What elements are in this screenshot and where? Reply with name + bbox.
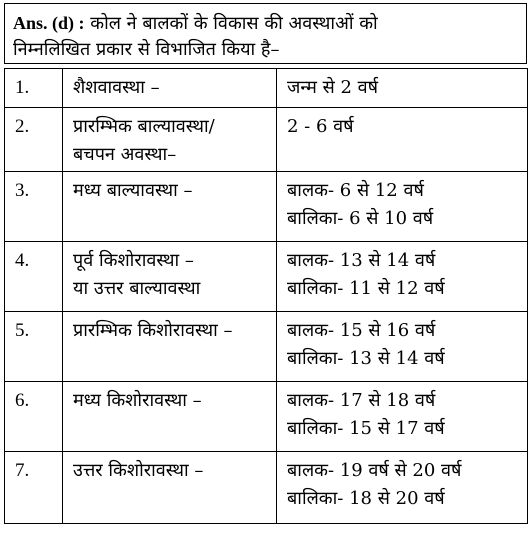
age-cell (277, 382, 528, 452)
table-row (5, 312, 528, 382)
age-range-boys: बालक- 15 से 16 वर्ष (287, 320, 436, 341)
stage-cell (63, 312, 277, 382)
stage-cell (63, 452, 277, 524)
stage-name: प्रारम्भिक किशोरावस्था – (73, 320, 233, 341)
table-row (5, 242, 528, 312)
age-range-girls: बालिका- 11 से 12 वर्ष (287, 278, 445, 299)
age-range-boys: बालक- 13 से 14 वर्ष (287, 250, 436, 271)
answer-lead: Ans. (d) : (13, 13, 85, 33)
stage-cell (63, 108, 277, 172)
age-cell (277, 172, 528, 242)
age-cell (277, 242, 528, 312)
row-number: 4. (5, 242, 63, 312)
stage-name: पूर्व किशोरावस्था – (73, 250, 194, 271)
row-number: 6. (5, 382, 63, 452)
age-cell (277, 452, 528, 524)
age-range-girls: बालिका- 6 से 10 वर्ष (287, 208, 434, 229)
age-cell (277, 108, 528, 172)
answer-text-line-2: निम्नलिखित प्रकार से विभाजित किया है– (13, 39, 280, 60)
row-number: 7. (5, 452, 63, 524)
age-cell (277, 69, 528, 108)
table-row (5, 172, 528, 242)
stage-name: मध्य किशोरावस्था – (73, 390, 202, 411)
table-row (5, 452, 528, 524)
stage-cell (63, 242, 277, 312)
table-row (5, 108, 528, 172)
stage-name: प्रारम्भिक बाल्यावस्था/ (73, 116, 215, 137)
age-range: 2 - 6 वर्ष (287, 116, 354, 137)
row-number: 1. (5, 69, 63, 108)
stage-cell (63, 382, 277, 452)
stage-name: मध्य बाल्यावस्था – (73, 180, 193, 201)
stage-name: शैशवावस्था – (73, 77, 160, 98)
age-range-boys: बालक- 19 वर्ष से 20 वर्ष (287, 460, 462, 481)
row-number: 5. (5, 312, 63, 382)
age-range: जन्म से 2 वर्ष (287, 77, 379, 98)
development-stages-table (4, 68, 528, 524)
answer-box (4, 3, 527, 64)
answer-document (4, 3, 527, 524)
table-row (5, 382, 528, 452)
age-range-girls: बालिका- 15 से 17 वर्ष (287, 418, 445, 439)
age-cell (277, 312, 528, 382)
age-range-girls: बालिका- 18 से 20 वर्ष (287, 488, 445, 509)
age-range-boys: बालक- 6 से 12 वर्ष (287, 180, 424, 201)
row-number: 3. (5, 172, 63, 242)
row-number: 2. (5, 108, 63, 172)
stage-name: उत्तर किशोरावस्था – (73, 460, 204, 481)
age-range-girls: बालिका- 13 से 14 वर्ष (287, 348, 445, 369)
answer-text-line-1: कोल ने बालकों के विकास की अवस्थाओं को (90, 13, 378, 34)
stage-cell (63, 69, 277, 108)
age-range-boys: बालक- 17 से 18 वर्ष (287, 390, 436, 411)
stage-cell (63, 172, 277, 242)
stage-name-continued: बचपन अवस्था– (73, 144, 177, 165)
stage-name-continued: या उत्तर बाल्यावस्था (73, 278, 201, 299)
table-row (5, 69, 528, 108)
